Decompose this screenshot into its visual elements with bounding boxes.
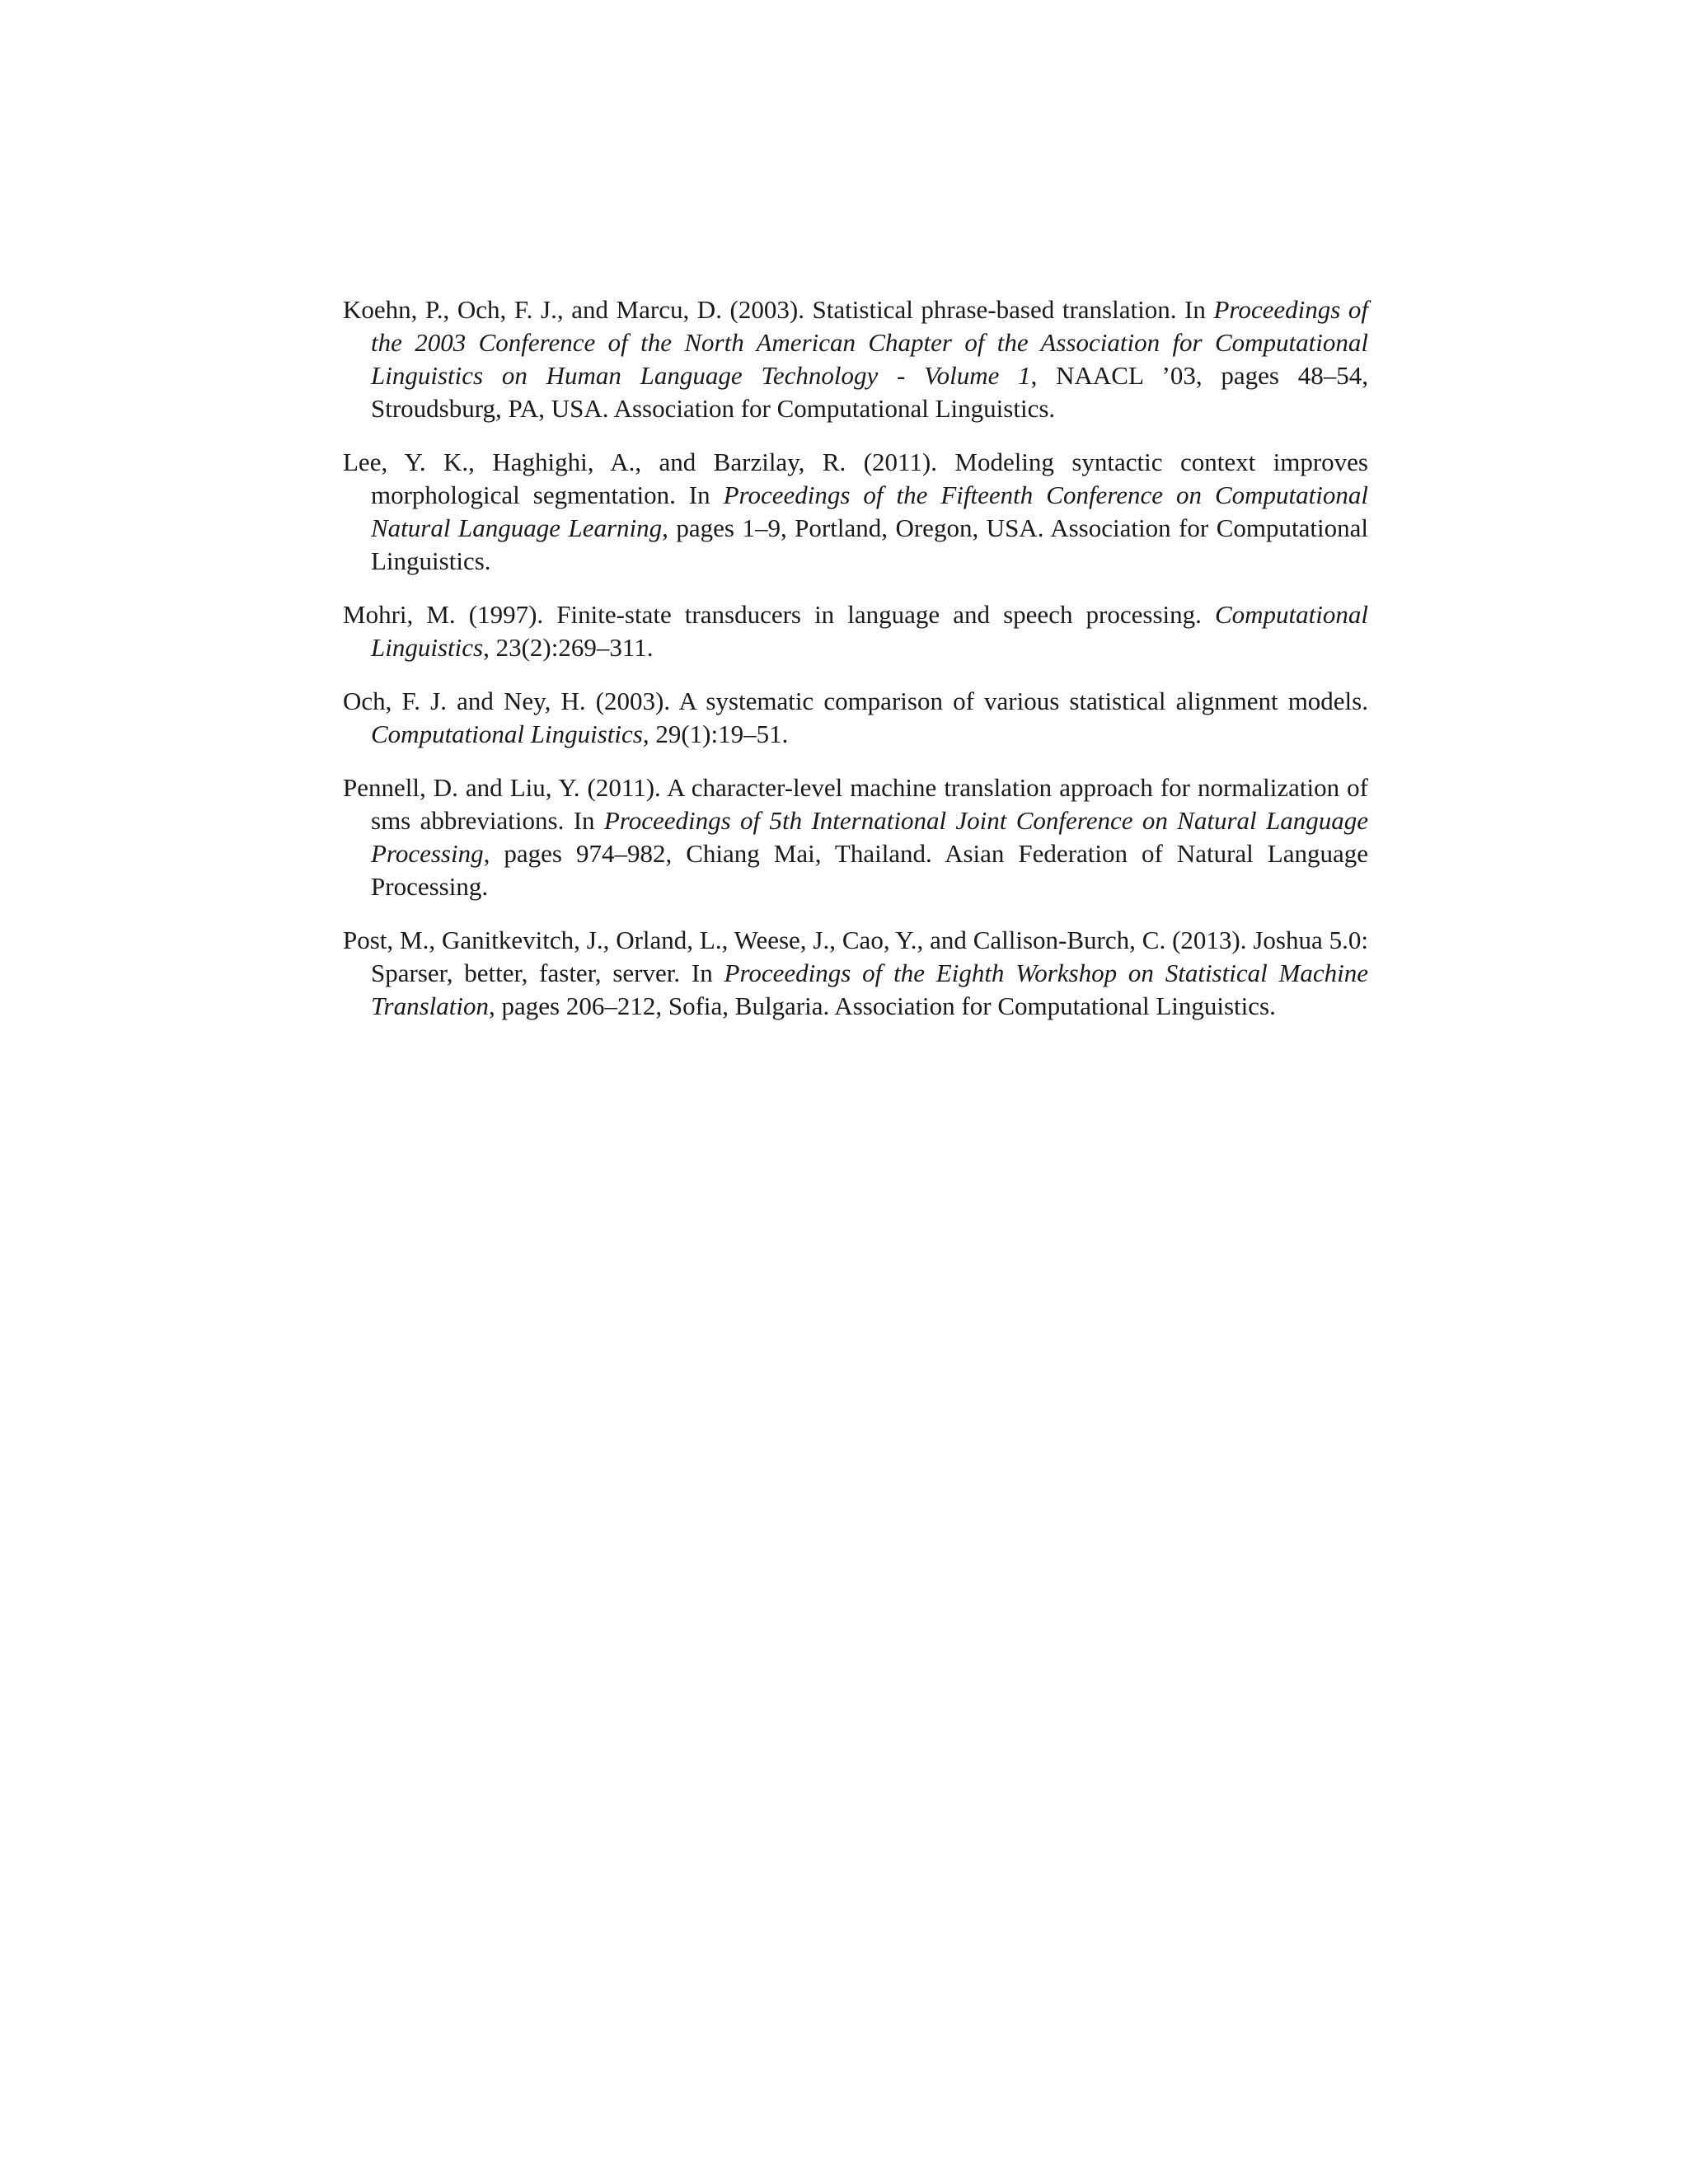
reference-details: , NAACL ’03, pages 48–54, Stroudsburg, PA, USA. Association for Computational Linguistics.	[371, 361, 1368, 423]
reference-text: Och, F. J. and Ney, H. (2003). A systematic comparison of various statistical alignment models.	[343, 687, 1368, 715]
page	[343, 293, 1368, 1043]
reference-venue: Proceedings of the Eighth Workshop on Statistical Machine Translation	[371, 958, 1368, 1020]
reference-text: Post, M., Ganitkevitch, J., Orland, L., Weese, J., Cao, Y., and Callison-Burch, C. (2013). Joshua 5.0: Sparser, better, faster, server. In	[343, 926, 1368, 987]
reference-text: Pennell, D. and Liu, Y. (2011). A character-level machine translation approach for normalization of sms abbreviations. In	[343, 773, 1368, 835]
reference-venue: Computational Linguistics	[371, 719, 643, 748]
reference-koehn-2003	[343, 293, 1368, 425]
reference-text: Koehn, P., Och, F. J., and Marcu, D. (2003). Statistical phrase-based translation. In	[343, 295, 1214, 324]
reference-details: , 23(2):269–311.	[483, 633, 654, 662]
reference-text: Mohri, M. (1997). Finite-state transducers in language and speech processing.	[343, 600, 1215, 629]
reference-venue: Proceedings of the 2003 Conference of the North American Chapter of the Association for Computational Linguistics on Human Language Technology - Volume 1	[371, 295, 1369, 390]
reference-details: , pages 1–9, Portland, Oregon, USA. Association for Computational Linguistics.	[371, 513, 1368, 575]
reference-details: , 29(1):19–51.	[642, 719, 789, 748]
reference-och-2003	[343, 685, 1368, 751]
reference-details: , pages 206–212, Sofia, Bulgaria. Association for Computational Linguistics.	[489, 991, 1276, 1020]
reference-text: Lee, Y. K., Haghighi, A., and Barzilay, R. (2011). Modeling syntactic context improves morphological segmentation. In	[343, 448, 1368, 509]
reference-venue: Proceedings of the Fifteenth Conference on Computational Natural Language Learning	[371, 480, 1368, 542]
reference-venue: Proceedings of 5th International Joint Conference on Natural Language Processing	[371, 806, 1368, 868]
reference-venue: Computational Linguistics	[371, 600, 1368, 662]
reference-lee-2011	[343, 446, 1368, 578]
reference-mohri-1997	[343, 598, 1368, 664]
reference-post-2013	[343, 924, 1368, 1023]
reference-details: , pages 974–982, Chiang Mai, Thailand. Asian Federation of Natural Language Processing.	[371, 839, 1368, 901]
reference-list	[343, 293, 1368, 1023]
reference-pennell-2011	[343, 771, 1368, 903]
